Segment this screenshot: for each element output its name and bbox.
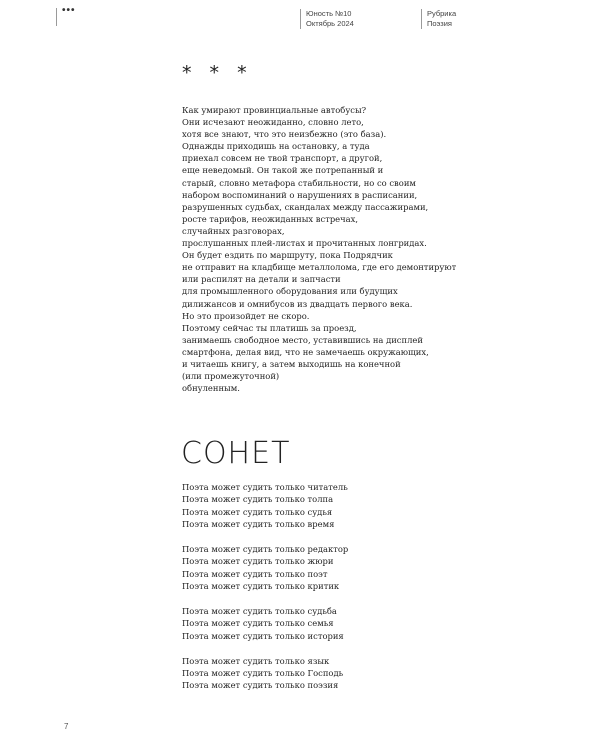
- poem-line: и читаешь книгу, а затем выходишь на конечной: [182, 358, 401, 369]
- poem-line: Но это произойдет не скоро.: [182, 310, 310, 321]
- poem-line: Поэта может судить только толпа: [182, 494, 334, 505]
- poem-line: хотя все знают, что это неизбежно (это база).: [182, 129, 387, 140]
- poem-line: Поэта может судить только поэзия: [182, 680, 339, 691]
- poem-line: обнуленным.: [182, 383, 240, 394]
- header-divider-issue: [300, 9, 301, 29]
- page-number: 7: [64, 722, 69, 731]
- poem-line: для промышленного оборудования или будущих: [182, 286, 398, 297]
- poem-line: Поэта может судить только читатель: [182, 482, 348, 492]
- poem-line: дилижансов и омнибусов из двадцать первого века.: [182, 298, 413, 309]
- poem-line: Как умирают провинциальные автобусы?: [182, 105, 367, 115]
- issue-info: [306, 9, 354, 29]
- poem-line: случайных разговорах,: [182, 225, 285, 236]
- poem-line: смартфона, делая вид, что не замечаешь окружающих,: [182, 346, 429, 357]
- rubric-info: [427, 9, 456, 29]
- poem-line: Они исчезают неожиданно, словно лето,: [182, 117, 364, 128]
- poem-line: Поэта может судить только язык: [182, 655, 330, 666]
- header-divider-left: [56, 8, 57, 26]
- poem-line: еще неведомый. Он такой же потрепанный и: [182, 165, 384, 176]
- poem-line: Поэта может судить только критик: [182, 581, 340, 592]
- stanza: [182, 605, 502, 642]
- poem1-title: * * *: [182, 62, 253, 84]
- stanza: [182, 481, 502, 531]
- poem-line: занимаешь свободное место, уставившись на дисплей: [182, 334, 423, 345]
- poem-line: Поэта может судить только редактор: [182, 544, 349, 555]
- poem-line: (или промежуточной): [182, 371, 280, 382]
- poem1-body: [182, 104, 502, 394]
- stanza: [182, 543, 502, 593]
- stanza: [182, 655, 502, 692]
- poem2-body: [182, 481, 502, 704]
- poem2-title: СОНЕТ: [181, 436, 291, 471]
- poem-line: не отправит на кладбище металлолома, где его демонтируют: [182, 262, 457, 273]
- poem-line: приехал совсем не твой транспорт, а другой,: [182, 153, 383, 164]
- poem-line: росте тарифов, неожиданных встречах,: [182, 213, 359, 224]
- rubric-name: Поэзия: [427, 19, 452, 28]
- poem-line: Поэта может судить только жюри: [182, 556, 334, 567]
- poem-line: прослушанных плей-листах и прочитанных лонгридах.: [182, 238, 427, 249]
- poem-line: Поэта может судить только время: [182, 519, 335, 530]
- poem-line: Он будет ездить по маршруту, пока Подрядчик: [182, 250, 393, 261]
- poem-line: или распилят на детали и запчасти: [182, 274, 341, 285]
- header-divider-rubric: [421, 9, 422, 29]
- poem-line: Поэта может судить только судьба: [182, 606, 337, 617]
- poem-line: Поэта может судить только семья: [182, 618, 334, 629]
- poem-line: набором воспоминаний о нарушениях в расписании,: [182, 189, 418, 200]
- issue-number: Юность №10: [306, 9, 352, 18]
- rubric-label: Рубрика: [427, 9, 457, 18]
- header-dots: •••: [62, 5, 76, 16]
- poem-line: Поэта может судить только поэт: [182, 568, 328, 579]
- poem-line: Поэта может судить только Господь: [182, 668, 344, 679]
- poem-line: Поэта может судить только судья: [182, 506, 333, 517]
- poem-line: старый, словно метафора стабильности, но со своим: [182, 177, 416, 188]
- issue-date: Октябрь 2024: [306, 19, 354, 28]
- poem-line: Однажды приходишь на остановку, а туда: [182, 141, 370, 152]
- poem-line: Поэтому сейчас ты платишь за проезд,: [182, 322, 357, 333]
- poem-line: Поэта может судить только история: [182, 630, 344, 641]
- poem-line: разрушенных судьбах, скандалах между пассажирами,: [182, 201, 429, 212]
